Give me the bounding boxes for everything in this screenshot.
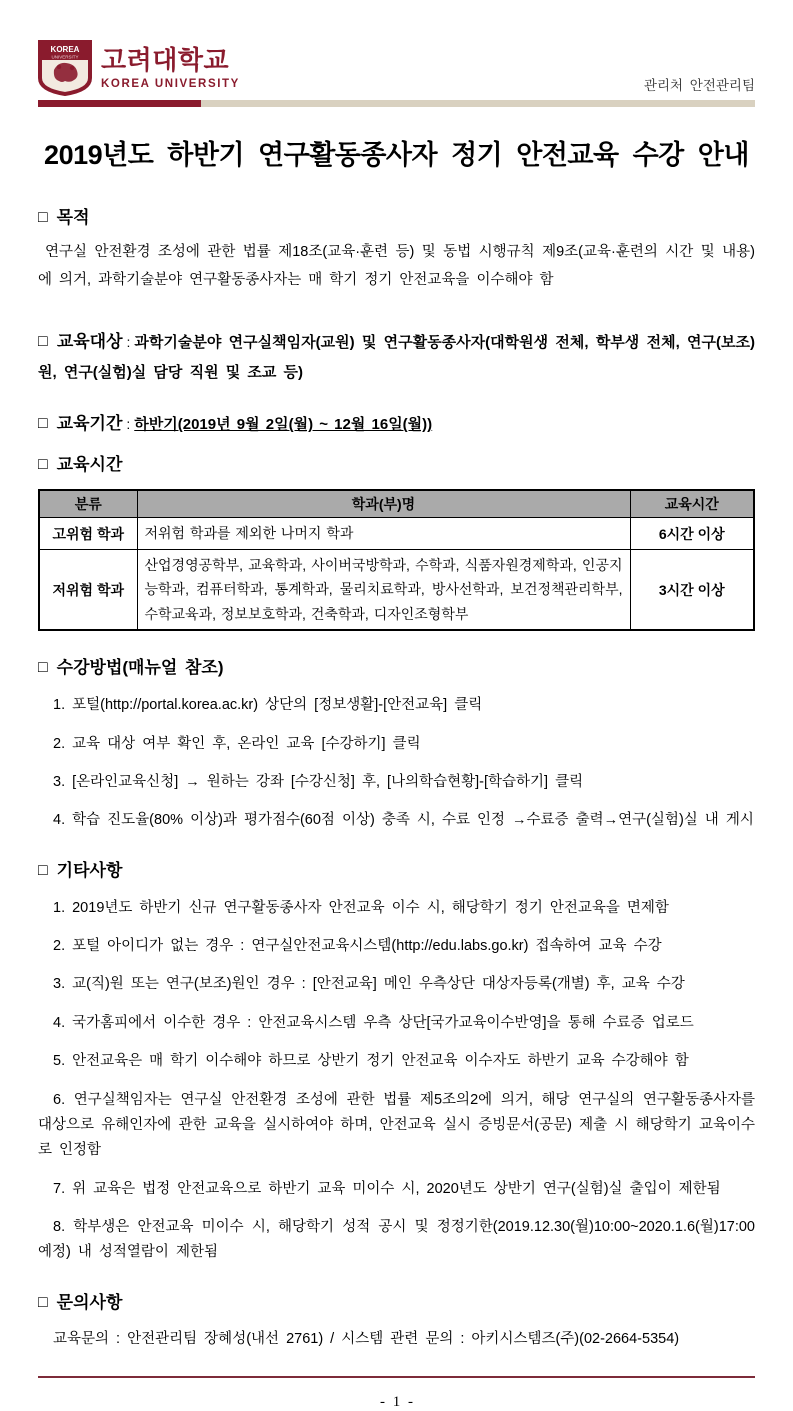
section-period	[38, 413, 755, 436]
shield-text-university: UNIVERSITY	[51, 54, 79, 60]
section-heading-hours	[38, 454, 755, 477]
section-heading-contact	[38, 1292, 755, 1315]
table-row-high-risk	[39, 518, 754, 550]
university-shield-logo	[38, 40, 92, 96]
method-step: 2. 교육 대상 여부 확인 후, 온라인 교육 [수강하기] 클릭	[53, 735, 421, 752]
hours-heading-label: 교육시간	[56, 455, 123, 475]
period-heading-label: 교육기간	[56, 414, 123, 434]
section-heading-period	[38, 414, 134, 433]
method-step: 3. [온라인교육신청] → 원하는 강좌 [수강신청] 후, [나의학습현황]-[학습하기] 클릭	[53, 773, 584, 790]
purpose-heading-label: 목적	[56, 207, 90, 227]
category-cell: 저위험 학과	[39, 549, 137, 630]
section-heading-method	[38, 657, 755, 680]
etc-item: 1. 2019년도 하반기 신규 연구활동종사자 안전교육 이수 시, 해당학기 정기 안전교육을 면제함	[53, 899, 669, 916]
page-number: - 1 -	[380, 1393, 413, 1410]
footer-divider	[38, 1376, 755, 1378]
etc-item: 3. 교(직)원 또는 연구(보조)원인 경우 : [안전교육] 메인 우측상단 대상자등록(개별) 후, 교육 수강	[53, 976, 685, 993]
method-heading-label: 수강방법(매뉴얼 참조)	[56, 658, 224, 678]
etc-item: 8. 학부생은 안전교육 미이수 시, 해당학기 성적 공시 및 정정기한(2019.12.30(월)10:00~2020.1.6(월)17:00 예정) 내 성적열람이 제한됨	[38, 1219, 755, 1261]
university-name-english: KOREA UNIVERSITY	[101, 77, 240, 90]
square-bullet-icon: □	[38, 415, 48, 433]
section-heading-purpose	[38, 207, 755, 230]
hours-cell: 3시간 이상	[630, 549, 754, 630]
period-value-text: 하반기(2019년 9월 2일(월) ~ 12월 16일(월))	[134, 416, 433, 434]
contact-heading-label: 문의사항	[56, 1292, 123, 1312]
etc-item: 4. 국가홈피에서 이수한 경우 : 안전교육시스템 우측 상단[국가교육이수반영]을 통해 수료증 업로드	[53, 1014, 694, 1031]
square-bullet-icon: □	[38, 659, 48, 677]
category-cell: 고위험 학과	[39, 518, 137, 550]
etc-item: 2. 포털 아이디가 없는 경우 : 연구실안전교육시스템(http://edu.labs.go.kr) 접속하여 교육 수강	[53, 938, 662, 955]
departments-cell: 저위험 학과를 제외한 나머지 학과	[137, 518, 630, 550]
university-name-block	[101, 46, 240, 90]
table-header-departments: 학과(부)명	[137, 490, 630, 518]
section-target	[38, 328, 755, 387]
method-steps-list	[38, 693, 755, 834]
colon-separator: :	[126, 416, 131, 433]
divider-tan-segment	[201, 100, 755, 107]
method-step: 1. 포털(http://portal.korea.ac.kr) 상단의 [정보생활]-[안전교육] 클릭	[53, 697, 483, 714]
square-bullet-icon: □	[38, 1293, 48, 1311]
target-body-text: 과학기술분야 연구실책임자(교원) 및 연구활동종사자(대학원생 전체, 학부생 전체, 연구(보조)원, 연구(실험)실 담당 직원 및 조교 등)	[38, 334, 755, 381]
square-bullet-icon: □	[38, 456, 48, 474]
table-row-low-risk	[39, 549, 754, 630]
departments-cell: 산업경영공학부, 교육학과, 사이버국방학과, 수학과, 식품자원경제학과, 인공지능학과, 컴퓨터학과, 통계학과, 물리치료학과, 방사선학과, 보건정책관리학부, 수학교육과, 정보보호학과, 건축학과, 디자인조형학부	[137, 549, 630, 630]
etc-items-list	[38, 896, 755, 1266]
etc-item: 7. 위 교육은 법정 안전교육으로 하반기 교육 미이수 시, 2020년도 상반기 연구(실험)실 출입이 제한됨	[53, 1180, 721, 1197]
contact-body-text: 교육문의 : 안전관리팀 장혜성(내선 2761) / 시스템 관련 문의 : 아키시스템즈(주)(02-2664-5354)	[53, 1330, 680, 1347]
square-bullet-icon: □	[38, 861, 48, 879]
section-heading-etc	[38, 860, 755, 883]
etc-item: 5. 안전교육은 매 학기 이수해야 하므로 상반기 정기 안전교육 이수자도 하반기 교육 수강해야 함	[53, 1053, 689, 1070]
shield-text-korea: KOREA	[50, 45, 80, 54]
department-label: 관리처 안전관리팀	[643, 78, 755, 93]
education-hours-table	[38, 489, 755, 631]
section-heading-target	[38, 332, 134, 351]
etc-heading-label: 기타사항	[56, 860, 123, 880]
document-title: 2019년도 하반기 연구활동종사자 정기 안전교육 수강 안내	[44, 140, 749, 170]
brand-divider-bar	[38, 100, 755, 107]
purpose-body-text: 연구실 안전환경 조성에 관한 법률 제18조(교육·훈련 등) 및 동법 시행규칙 제9조(교육·훈련의 시간 및 내용)에 의거, 과학기술분야 연구활동종사자는 매 학기 정기 안전교육을 이수해야 함	[38, 243, 755, 288]
table-header-category: 분류	[39, 490, 137, 518]
square-bullet-icon: □	[38, 333, 48, 351]
university-name-korean: 고려대학교	[101, 45, 230, 76]
page-header	[38, 40, 755, 96]
university-brand	[38, 40, 240, 96]
table-header-hours: 교육시간	[630, 490, 754, 518]
square-bullet-icon: □	[38, 208, 48, 226]
colon-separator: :	[126, 334, 131, 351]
target-heading-label: 교육대상	[56, 332, 123, 352]
etc-item: 6. 연구실책임자는 연구실 안전환경 조성에 관한 법률 제5조의2에 의거, 해당 연구실의 연구활동종사자를 대상으로 유해인자에 관한 교육을 실시하여야 하며, 안전교육 실시 증빙문서(공문) 제출 시 해당학기 교육이수로 인정함	[38, 1091, 755, 1159]
method-step: 4. 학습 진도율(80% 이상)과 평가점수(60점 이상) 충족 시, 수료 인정 →수료증 출력→연구(실험)실 내 게시	[53, 812, 754, 829]
divider-crimson-segment	[38, 100, 201, 107]
table-header-row	[39, 490, 754, 518]
hours-cell: 6시간 이상	[630, 518, 754, 550]
